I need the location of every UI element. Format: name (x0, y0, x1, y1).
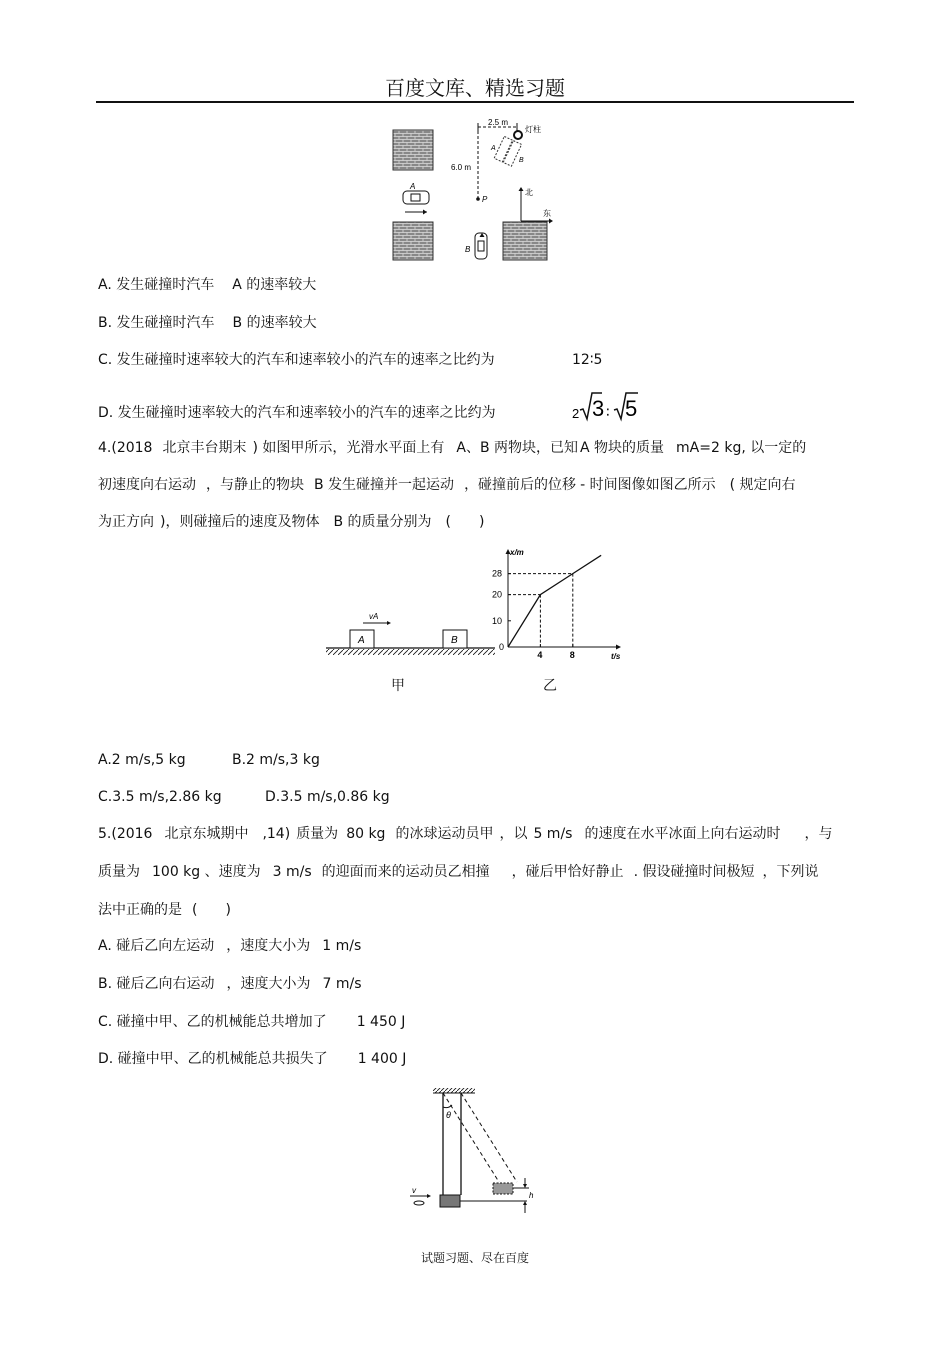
block-a-label: A (358, 635, 365, 646)
point-p-label: P (482, 195, 488, 204)
collided-cars-outline (494, 136, 521, 166)
q4-option-d: D.3.5 m/s,0.86 kg (265, 789, 390, 805)
svg-text:5: 5 (625, 396, 638, 421)
road-collision-figure (385, 115, 565, 265)
north-label: 北 (525, 188, 533, 197)
car-a-icon (403, 191, 429, 204)
q3-option-d: D. 发生碰撞时速率较大的汽车和速率较小的汽车的速率之比约为 (98, 405, 496, 421)
collision-mark-b: B (519, 157, 524, 164)
q3-option-d-ratio (572, 390, 642, 424)
q3-option-b: B. 发生碰撞时汽车 B 的速率较大 (98, 315, 317, 331)
origin-label: 0 (499, 642, 505, 652)
x-axis-label: t/s (611, 652, 621, 661)
ballistic-pendulum-figure (405, 1083, 545, 1213)
q5-stem-line1: 5.(2016 北京东城期中 ,14) 质量为 80 kg 的冰球运动员甲 ，以 5 m/s 的速度在水平冰面上向右运动时 ，与 (98, 826, 833, 842)
swung-string-right (461, 1093, 517, 1182)
point-p-marker (476, 197, 480, 201)
theta-label: θ (446, 1110, 451, 1120)
velocity-label: vA (369, 612, 379, 621)
q4-option-b: B.2 m/s,3 kg (232, 752, 320, 768)
page-footer: 试题习题、尽在百度 (420, 1251, 529, 1265)
bullet-velocity-label: v (412, 1186, 416, 1195)
ceiling-support (433, 1088, 475, 1093)
q5-option-b: B. 碰后乙向右运动 ，速度大小为 7 m/s (98, 976, 362, 992)
q5-stem-line3: 法中正确的是 ( ) (98, 902, 231, 918)
y-axis-label: x/m (510, 548, 524, 557)
q4-option-c: C.3.5 m/s,2.86 kg (98, 789, 222, 805)
building-block-sw (393, 222, 433, 260)
height-label: h (529, 1191, 534, 1200)
q5-option-a: A. 碰后乙向左运动 ，速度大小为 1 m/s (98, 938, 362, 954)
svg-text:∶: ∶ (606, 404, 610, 420)
q4-stem-line2: 初速度向右运动 ，与静止的物块 B 发生碰撞并一起运动 ，碰撞前后的位移 - 时间图像如图乙所示 ( 规定向右 (98, 477, 796, 493)
q3-option-a: A. 发生碰撞时汽车 A 的速率较大 (98, 277, 317, 293)
distance-2-5m-label: 2.5 m (488, 118, 509, 127)
y-tick-10: 10 (492, 615, 503, 626)
figure-jia-caption: 甲 (391, 678, 405, 694)
car-b-label: B (465, 245, 471, 254)
car-a-label: A (410, 182, 416, 191)
collision-mark-a: A (491, 145, 496, 152)
q3-option-c: C. 发生碰撞时速率较大的汽车和速率较小的汽车的速率之比约为 (98, 352, 495, 368)
q5-option-d: D. 碰撞中甲、乙的机械能总共损失了 1 400 J (98, 1051, 407, 1067)
x-tick-8: 8 (569, 650, 575, 660)
q4-option-a: A.2 m/s,5 kg (98, 752, 186, 768)
lamp-post-label: 灯柱 (525, 125, 541, 134)
series-line (508, 555, 601, 647)
lamp-post-icon (514, 131, 522, 139)
page-title: 百度文库、精选习题 (385, 76, 565, 100)
building-block-nw (393, 130, 433, 170)
q4-stem-line3: 为正方向 )，则碰撞后的速度及物体 B 的质量分别为 ( ) (98, 514, 485, 530)
y-tick-28: 28 (492, 568, 503, 579)
svg-text:3: 3 (592, 396, 605, 421)
q5-option-c: C. 碰撞中甲、乙的机械能总共增加了 1 450 J (98, 1014, 406, 1030)
raised-block (493, 1183, 513, 1194)
building-block-se (503, 222, 547, 260)
header-divider (96, 101, 854, 103)
swung-string-left (443, 1093, 499, 1182)
x-tick-4: 4 (537, 650, 543, 660)
figure-jia-blocks (323, 605, 498, 660)
sqrt-ratio-formula (572, 390, 642, 424)
block-b-label: B (451, 635, 458, 646)
svg-text:2: 2 (572, 406, 580, 421)
figure-yi-caption: 乙 (543, 678, 557, 694)
distance-6m-label: 6.0 m (451, 163, 472, 172)
bullet-icon (414, 1201, 424, 1205)
x-t-chart (490, 545, 630, 665)
q4-stem-line1: 4.(2018 北京丰台期末 ) 如图甲所示，光滑水平面上有 A、B 两物块，已知 A 物块的质量 mA=2 kg, 以一定的 (98, 440, 807, 456)
q5-stem-line2: 质量为 100 kg 、速度为 3 m/s 的迎面而来的运动员乙相撞 ，碰后甲恰好静止 . 假设碰撞时间极短 ，下列说 (98, 864, 819, 880)
pendulum-block (440, 1195, 460, 1207)
east-label: 东 (543, 209, 551, 218)
q3-option-c-ratio: 12∶5 (572, 352, 603, 368)
ground-hatch (326, 649, 495, 655)
y-tick-20: 20 (492, 589, 503, 600)
